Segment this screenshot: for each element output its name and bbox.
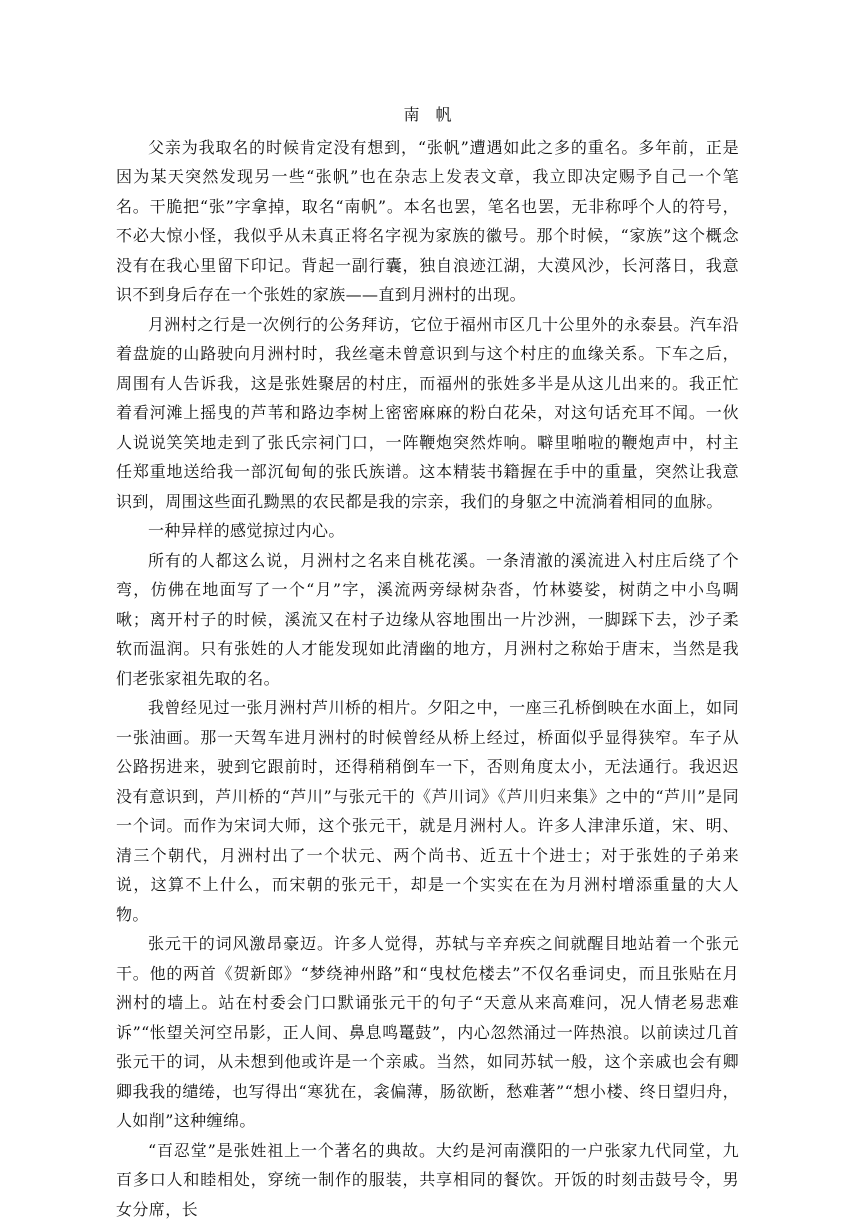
paragraph-3: 一种异样的感觉掠过内心。 [116, 516, 739, 546]
paragraph-2: 月洲村之行是一次例行的公务拜访，它位于福州市区几十公里外的永泰县。汽车沿着盘旋的山路驶向月洲村时，我丝毫未曾意识到与这个村庄的血缘关系。下车之后，周围有人告诉我，这是张姓聚居的村庄，而福州的张姓多半是从这儿出来的。我正忙着看河滩上摇曳的芦苇和路边李树上密密麻麻的粉白花朵，对这句话充耳不闻。一伙人说说笑笑地走到了张氏宗祠门口，一阵鞭炮突然炸响。噼里啪啦的鞭炮声中，村主任郑重地送给我一部沉甸甸的张氏族谱。这本精装书籍握在手中的重量，突然让我意识到，周围这些面孔黝黑的农民都是我的宗亲，我们的身躯之中流淌着相同的血脉。 [116, 310, 739, 517]
paragraph-7: “百忍堂”是张姓祖上一个著名的典故。大约是河南濮阳的一户张家九代同堂，九百多口人和睦相处，穿统一制作的服装，共享相同的餐饮。开饭的时刻击鼓号令，男女分席，长 [116, 1136, 739, 1224]
paragraph-5: 我曾经见过一张月洲村芦川桥的相片。夕阳之中，一座三孔桥倒映在水面上，如同一张油画。那一天驾车进月洲村的时候曾经从桥上经过，桥面似乎显得狭窄。车子从公路拐进来，驶到它跟前时，还得稍稍倒车一下，否则角度太小，无法通行。我迟迟没有意识到，芦川桥的“芦川”与张元干的《芦川词》《芦川归来集》之中的“芦川”是同一个词。而作为宋词大师，这个张元干，就是月洲村人。许多人津津乐道，宋、明、清三个朝代，月洲村出了一个状元、两个尚书、近五十个进士；对于张姓的子弟来说，这算不上什么，而宋朝的张元干，却是一个实实在在为月洲村增添重量的大人物。 [116, 693, 739, 929]
document-page [116, 100, 739, 1224]
article-title: 南帆 [116, 100, 739, 130]
paragraph-4: 所有的人都这么说，月洲村之名来自桃花溪。一条清澈的溪流进入村庄后绕了个弯，仿佛在地面写了一个“月”字，溪流两旁绿树杂沓，竹林婆娑，树荫之中小鸟啁啾；离开村子的时候，溪流又在村子边缘从容地围出一片沙洲，一脚踩下去，沙子柔软而温润。只有张姓的人才能发现如此清幽的地方，月洲村之称始于唐末，当然是我们老张家祖先取的名。 [116, 546, 739, 694]
paragraph-1: 父亲为我取名的时候肯定没有想到，“张帆”遭遇如此之多的重名。多年前，正是因为某天突然发现另一些“张帆”也在杂志上发表文章，我立即决定赐予自己一个笔名。干脆把“张”字拿掉，取名“南帆”。本名也罢，笔名也罢，无非称呼个人的符号，不必大惊小怪，我似乎从未真正将名字视为家族的徽号。那个时候，“家族”这个概念没有在我心里留下印记。背起一副行囊，独自浪迹江湖，大漠风沙，长河落日，我意识不到身后存在一个张姓的家族——直到月洲村的出现。 [116, 133, 739, 310]
paragraph-6: 张元干的词风激昂豪迈。许多人觉得，苏轼与辛弃疾之间就醒目地站着一个张元干。他的两首《贺新郎》“梦绕神州路”和“曳杖危楼去”不仅名垂词史，而且张贴在月洲村的墙上。站在村委会门口默诵张元干的句子“天意从来高难问，况人情老易悲难诉”“怅望关河空吊影，正人间、鼻息鸣鼍鼓”，内心忽然涌过一阵热浪。以前读过几首张元干的词，从未想到他或许是一个亲戚。当然，如同苏轼一般，这个亲戚也会有卿卿我我的缱绻，也写得出“寒犹在，衾偏薄，肠欲断，愁难著”“想小楼、终日望归舟，人如削”这种缠绵。 [116, 929, 739, 1136]
